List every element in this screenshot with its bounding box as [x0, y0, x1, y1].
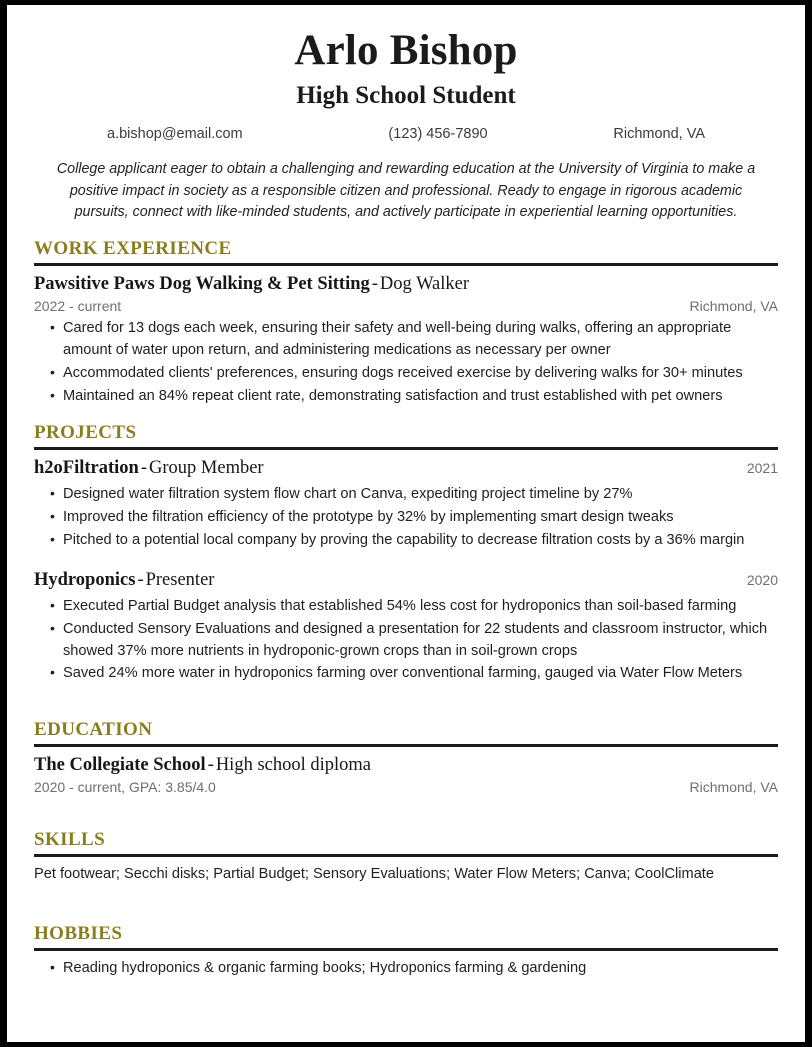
candidate-name: Arlo Bishop [294, 27, 518, 74]
contact-location: Richmond, VA [613, 126, 705, 142]
skills-list: Pet footwear; Secchi disks; Partial Budget; Sensory Evaluations; Water Flow Meters; Canva; CoolClimate [34, 866, 714, 883]
list-item: • Saved 24% more water in hydroponics farming over conventional farming, gauged via Water Flow Meters [34, 663, 778, 685]
list-item: • Cared for 13 dogs each week, ensuring their safety and well-being during walks, offering an appropriate amount of water upon return, and administering medications as necessary per owner [34, 318, 778, 362]
education-entry [34, 754, 778, 795]
section-divider [34, 447, 778, 450]
education-dates-gpa: 2020 - current, GPA: 3.85/4.0 [34, 779, 216, 796]
education-location: Richmond, VA [689, 779, 778, 796]
resume-header [34, 29, 778, 142]
section-education [34, 719, 778, 795]
work-entry-bullets [34, 318, 778, 408]
section-divider [34, 948, 778, 951]
section-heading-education: EDUCATION [34, 719, 153, 741]
list-item: • Conducted Sensory Evaluations and designed a presentation for 22 students and classroom instructor, which showed 37% more nutrients in hydroponic-grown crops than in soil-grown crops [34, 619, 778, 663]
title-separator: - [371, 274, 378, 295]
project-entry-bullets [34, 484, 778, 552]
list-item: • Pitched to a potential local company by proving the capability to decrease filtration costs by a 36% margin [34, 530, 778, 552]
section-hobbies [34, 923, 778, 980]
project-entry [34, 457, 778, 552]
project-entry-year: 2020 [746, 571, 778, 588]
section-heading-projects: PROJECTS [34, 421, 137, 443]
list-item: • Designed water filtration system flow chart on Canva, expediting project timeline by 27% [34, 484, 778, 506]
section-projects [34, 422, 778, 685]
education-entry-title [34, 754, 371, 777]
resume-page [7, 5, 805, 1042]
section-heading-hobbies: HOBBIES [34, 923, 123, 945]
education-entry-meta [34, 779, 778, 795]
project-entry-header [34, 457, 778, 480]
work-entry-meta [34, 298, 778, 314]
work-entry-role: Dog Walker [379, 274, 470, 295]
contact-email[interactable]: a.bishop@email.com [107, 126, 243, 142]
candidate-job-title: High School Student [296, 82, 516, 109]
project-entry-header [34, 569, 778, 592]
list-item: • Executed Partial Budget analysis that established 54% less cost for hydroponics than soil-based farming [34, 596, 778, 618]
project-entry-role: Group Member [149, 457, 264, 478]
hobbies-bullets [34, 958, 778, 980]
education-school: The Collegiate School [34, 755, 206, 776]
title-separator: - [207, 755, 214, 776]
list-item: • Reading hydroponics & organic farming books; Hydroponics farming & gardening [34, 958, 778, 980]
project-entry-title [34, 569, 214, 592]
work-entry-org: Pawsitive Paws Dog Walking & Pet Sitting [34, 274, 370, 295]
project-entry-title [34, 457, 264, 480]
work-entry [34, 273, 778, 408]
section-divider [34, 854, 778, 857]
list-item: • Accommodated clients' preferences, ensuring dogs received exercise by delivering walks for 30+ minutes [34, 363, 778, 385]
contact-phone[interactable]: (123) 456-7890 [388, 126, 488, 142]
project-entry-year: 2021 [746, 459, 778, 476]
section-skills [34, 829, 778, 886]
section-divider [34, 744, 778, 747]
education-degree: High school diploma [215, 755, 371, 776]
work-entry-header [34, 273, 778, 296]
section-heading-work-experience: WORK EXPERIENCE [34, 238, 232, 260]
list-item: • Maintained an 84% repeat client rate, demonstrating satisfaction and trust established with pet owners [34, 386, 778, 408]
project-entry-name: h2oFiltration [34, 457, 139, 478]
project-entry-role: Presenter [145, 569, 215, 590]
work-entry-location: Richmond, VA [689, 298, 778, 315]
work-entry-title [34, 273, 469, 296]
education-entry-header [34, 754, 778, 777]
work-entry-dates: 2022 - current [34, 298, 122, 315]
title-separator: - [140, 457, 148, 478]
contact-row [107, 126, 705, 142]
section-divider [34, 263, 778, 266]
list-item: • Improved the filtration efficiency of the prototype by 32% by implementing smart design tweaks [34, 507, 778, 529]
project-entry [34, 569, 778, 686]
project-entry-name: Hydroponics [34, 569, 136, 590]
project-entry-bullets [34, 596, 778, 686]
section-heading-skills: SKILLS [34, 829, 106, 851]
professional-summary: College applicant eager to obtain a challenging and rewarding education at the University of Virginia to make a positive impact in society as a responsible citizen and professional. Ready to engage in rigorous academic pursuits, connect with like-minded students, and actively participate in experiential learning opportunities. [56, 161, 756, 221]
section-work-experience [34, 238, 778, 408]
title-separator: - [137, 569, 144, 590]
